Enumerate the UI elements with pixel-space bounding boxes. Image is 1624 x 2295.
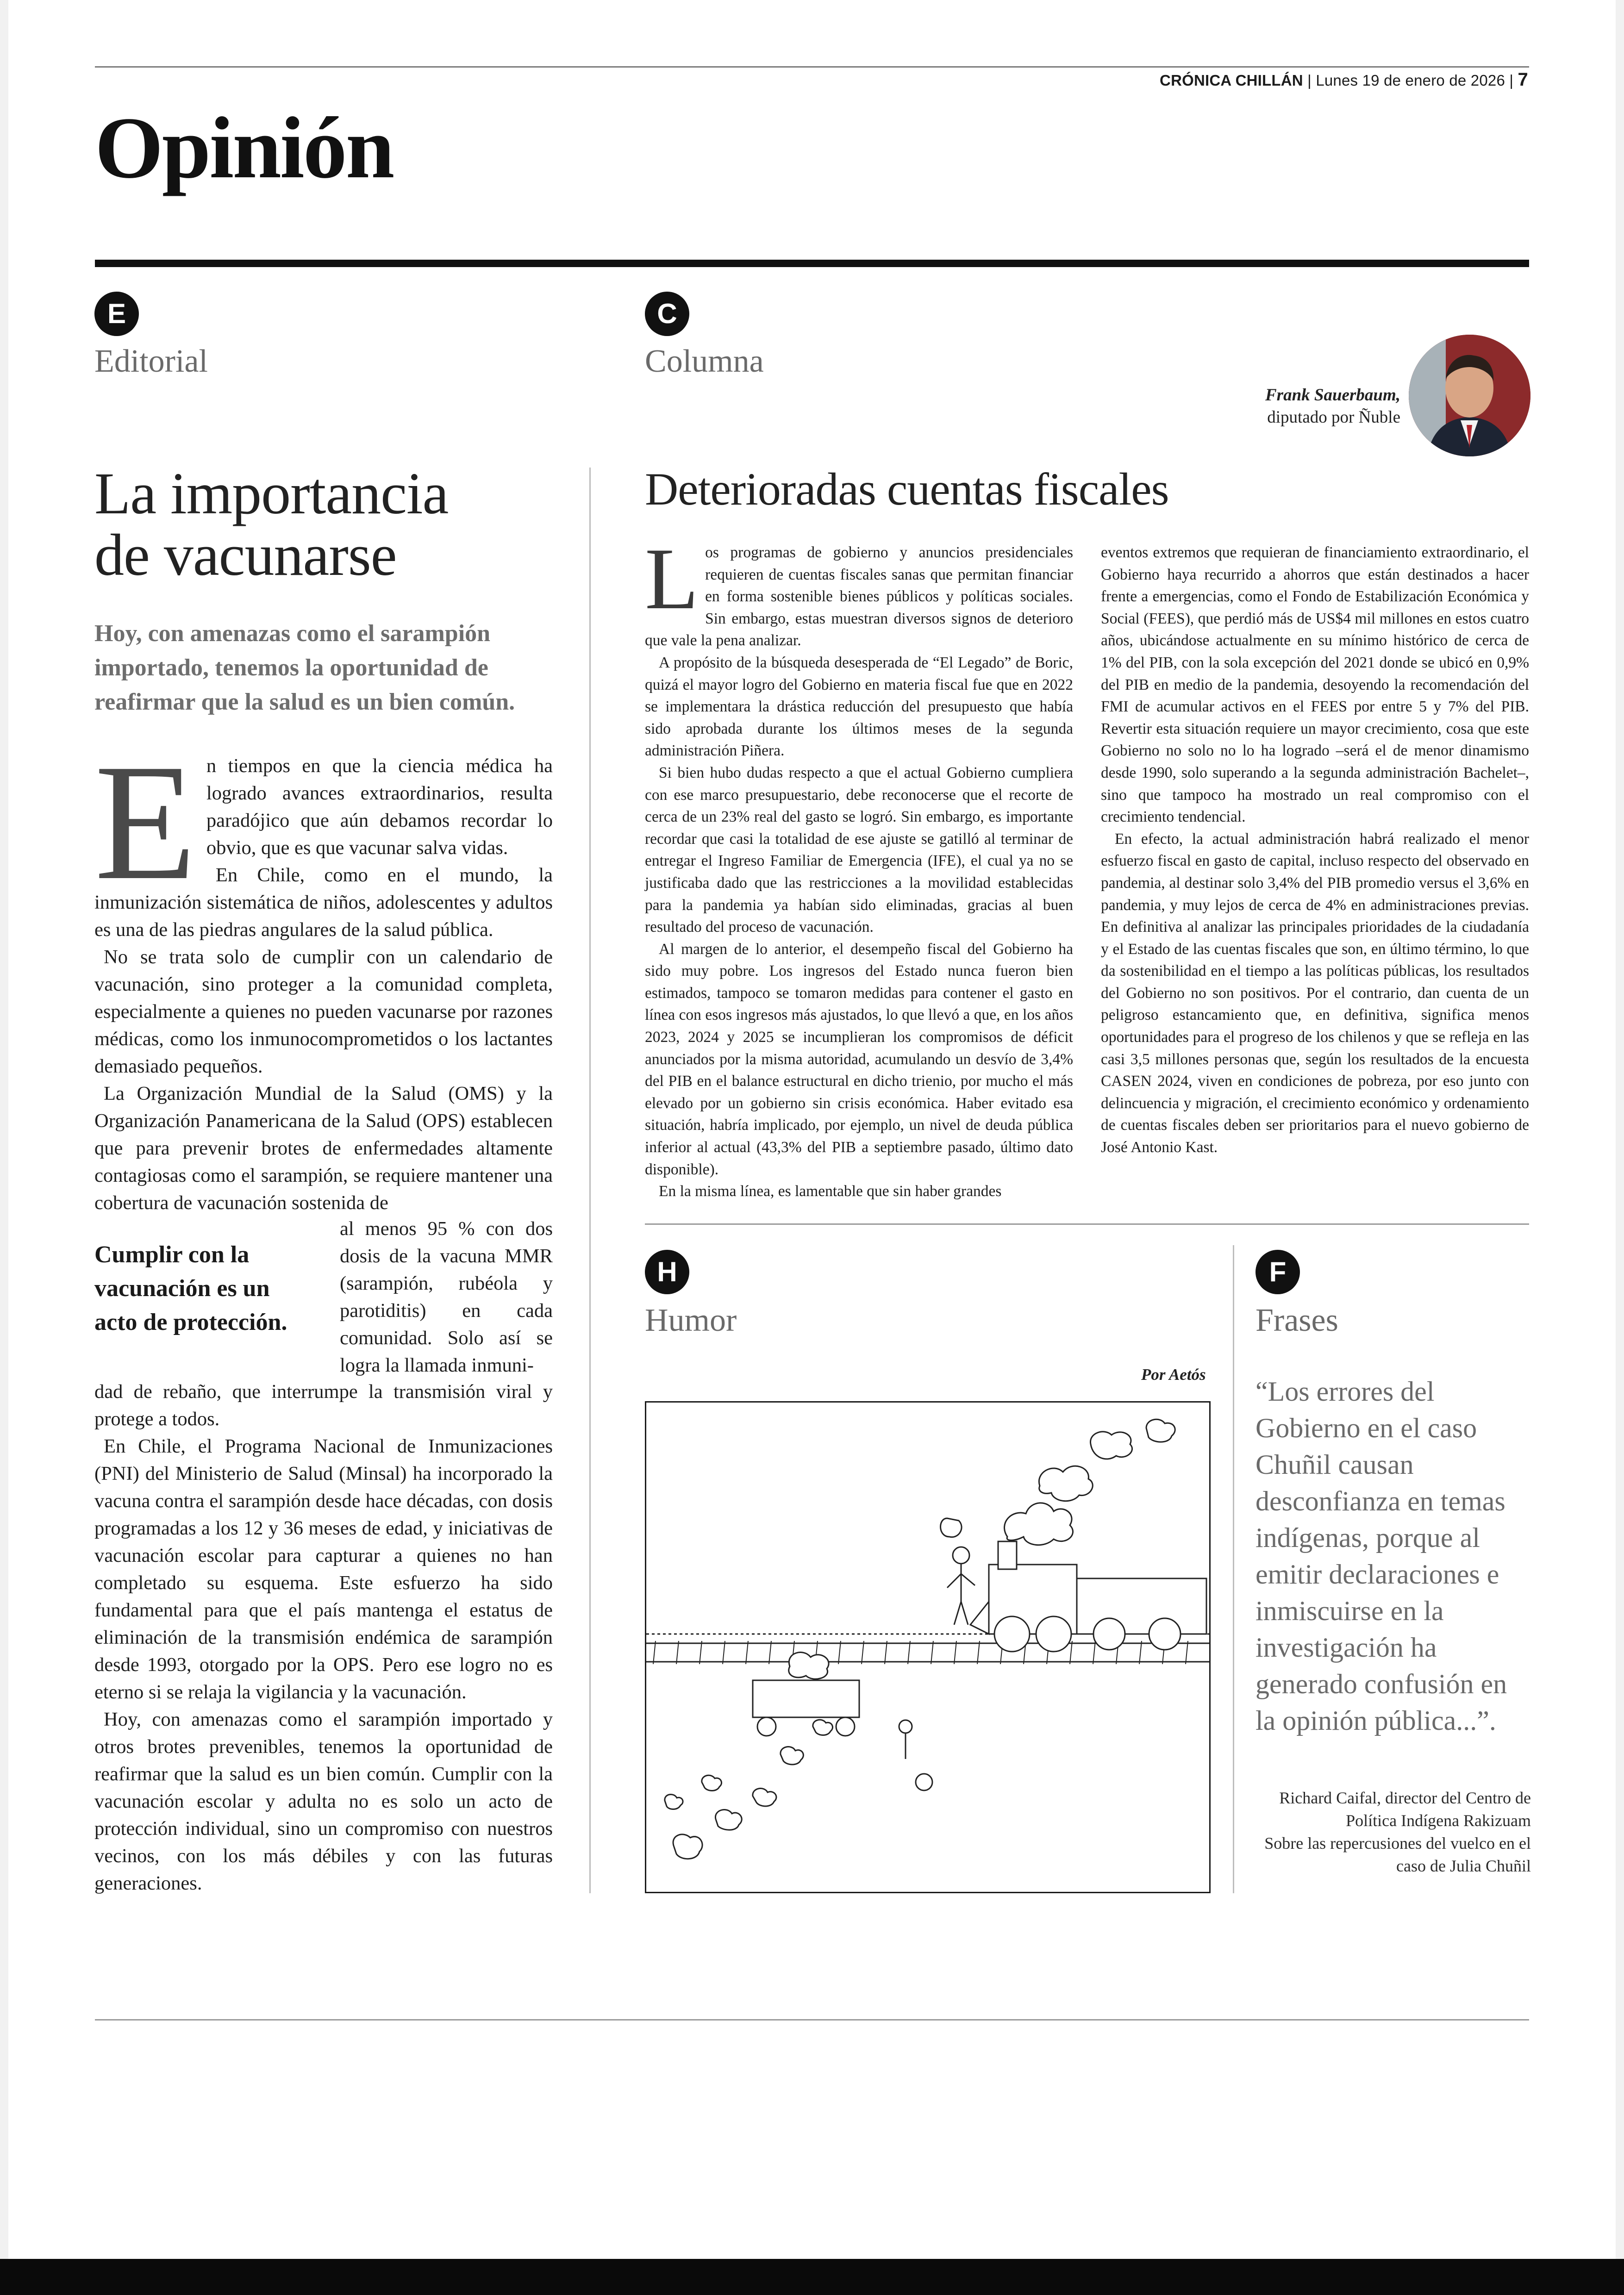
issue-date: Lunes 19 de enero de 2026 — [1316, 72, 1505, 89]
section-title: Opinión — [95, 100, 394, 197]
frases-source: Sobre las repercusiones del vuelco en el caso de Julia Chuñil — [1264, 1834, 1531, 1875]
frases-label: Frases — [1255, 1303, 1338, 1338]
column-body-col1 — [645, 530, 1073, 1203]
editorial-badge: E — [94, 292, 139, 336]
column-paragraph: eventos extremos que requieran de financiamiento extraordinario, el Gobierno haya recurrido a ahorros que están destinados a hacer frente a emergencias, como el Fondo de Estabilización Económica y Social (FEES), que perdió más de US$4 mil millones en estos cuatro años, ubicándose actualmente en su mínimo histórico de cerca de 1% del PIB, con la sola excepción del 2021 donde se ubicó en 0,9% del PIB en medio de la pandemia, desoyendo la recomendación del FMI de acumular activos en el FEES por entre 5 y 7% del PIB. Revertir esta situación requiere un mayor crecimiento, cosa que este Gobierno no solo no lo ha logrado –será el de menor dinamismo desde 1990, solo superando a la segunda administración Bachelet–, sino que tampoco ha mostrado un real compromiso con el crecimiento tendencial. — [1101, 544, 1529, 826]
column-paragraph: Al margen de lo anterior, el desempeño fiscal del Gobierno ha sido muy pobre. Los ingresos del Estado nunca fueron bien estimados, tampoco se tomaron medidas para contener el gasto en línea con esos ingresos más ajustados, lo que llevó a que, en los años 2023, 2024 y 2025 se incumplieran los compromisos de déficit anunciados por la misma autoridad, acumulando un desvío de 3,4% del PIB en el balance estructural en dicho trienio, por mucho el más elevado por un gobierno sin crisis económica. Haber evitado esa situación, habría implicado, por ejemplo, un nivel de deuda pública inferior al actual (43,3% del PIB a septiembre pasado, último dato disponible). — [645, 940, 1073, 1178]
cartoon — [645, 1401, 1211, 1893]
editorial-paragraph: n tiempos en que la ciencia médica ha logrado avances extraordinarios, resulta paradójico que aún debamos recordar lo obvio, que es que vacunar salva vidas. — [206, 755, 553, 859]
editorial-paragraph: dad de rebaño, que interrumpe la transmisión viral y protege a todos. — [94, 1381, 553, 1430]
cartoon-credit: Por Aetós — [1141, 1366, 1206, 1384]
humor-label: Humor — [645, 1303, 737, 1338]
author-role: diputado por Ñuble — [1267, 408, 1400, 427]
column-paragraph: En efecto, la actual administración habrá realizado el menor esfuerzo fiscal en gasto de capital, incluso respecto del observado en pandemia, al destinar solo 3,4% del PIB promedio versus el 3,6% en pandemia, y muy lejos de cerca de 4% en administraciones previas. En definitiva al analizar las principales prioridades de la ciudadanía y el Estado de las cuentas fiscales que son, en último término, lo que da sostenibilidad en el tiempo a las políticas públicas, los resultados del Gobierno no son positivos. Por el contrario, dan cuenta de un peligroso estancamiento que, en definitiva, significa menos oportunidades para el progreso de los chilenos y que se refleja en las casi 3,5 millones personas que, según los resultados de la encuesta CASEN 2024, viven en condiciones de pobreza, por eso junto con delincuencia y migración, el crecimiento económico y ordenamiento de cuentas fiscales deben ser prioritarios para el nuevo gobierno de José Antonio Kast. — [1101, 830, 1529, 1156]
column-badge: C — [645, 292, 689, 336]
editorial-body-bottom — [94, 1378, 553, 1897]
editorial-paragraph: Hoy, con amenazas como el sarampión importado y otros brotes prevenibles, tenemos la oportunidad de reafirmar que la salud es un bien común. Cumplir con la vacunación escolar y adulta no es solo un acto de protección individual, sino un compromiso con nuestros vecinos, con los más débiles y con las futuras generaciones. — [94, 1709, 553, 1894]
column-dropcap: L — [645, 530, 699, 628]
editorial-body-wrap — [340, 1215, 553, 1379]
author-name: Frank Sauerbaum, — [1265, 386, 1400, 405]
column-paragraph: Si bien hubo dudas respecto a que el actual Gobierno cumpliera con ese marco presupuestario, debe reconocerse que el recorte de cerca de un 23% real del gasto se logró. Sin embargo, es importante recordar que casi la totalidad de ese ajuste se gatilló al terminar de entregar el Ingreso Familiar de Emergencia (IFE), el cual ya no se justificaba dado que las restricciones a la movilidad establecidas para la pandemia ya habían sido eliminadas, gracias al buen resultado del proceso de vacunación. — [645, 764, 1073, 936]
editorial-headline-line2: de vacunarse — [94, 522, 397, 588]
frases-divider — [1233, 1245, 1234, 1893]
header-separator: | — [1307, 72, 1312, 89]
editorial-headline-line1: La importancia — [94, 461, 449, 526]
column-body-col2 — [1101, 542, 1529, 1159]
frases-quote: “Los errores del Gobierno en el caso Chuñil causan desconfianza en temas indígenas, porque al emitir declaraciones e inmiscuirse en la investigación ha generado confusión en la opinión pública...”. — [1255, 1376, 1507, 1736]
frases-badge: F — [1255, 1250, 1300, 1294]
editorial-body-top — [94, 730, 553, 1216]
bottom-bar — [0, 2259, 1624, 2295]
column-paragraph: En la misma línea, es lamentable que sin haber grandes — [659, 1183, 1002, 1200]
editorial-paragraph: No se trata solo de cumplir con un calendario de vacunación, sino proteger a la comunidad completa, especialmente a quienes no pueden vacunarse por razones médicas, como los inmunocomprometidos o los lactantes demasiado pequeños. — [94, 946, 553, 1077]
author-portrait — [1409, 335, 1530, 456]
editorial-paragraph: En Chile, como en el mundo, la inmunización sistemática de niños, adolescentes y adultos es una de las piedras angulares de la salud pública. — [94, 864, 553, 941]
humor-badge: H — [645, 1250, 689, 1294]
footer-rule — [95, 2019, 1529, 2021]
top-rule — [95, 66, 1529, 68]
column-paragraph: os programas de gobierno y anuncios presidenciales requieren de cuentas fiscales sanas que permitan financiar en forma sostenible bienes públicos y políticas sociales. Sin embargo, estas muestran diversos signos de deterioro que vale la pena analizar. — [645, 544, 1073, 649]
header-meta — [1160, 69, 1528, 90]
column-paragraph: A propósito de la búsqueda desesperada de “El Legado” de Boric, quizá el mayor logro del Gobierno en materia fiscal fue que en 2022 se implementara la drástica reducción del presupuesto que había sido aprobada durante los últimos meses de la segunda administración Piñera. — [645, 654, 1073, 760]
author-portrait-icon — [1409, 335, 1530, 456]
editorial-label: Editorial — [94, 343, 208, 379]
frases-attribution: Richard Caifal, director del Centro de Política Indígena Rakizuam — [1279, 1789, 1531, 1830]
editorial-paragraph: La Organización Mundial de la Salud (OMS) y la Organización Panamericana de la Salud (OPS) establecen que para prevenir brotes de enfermedades altamente contagiosas como el sarampión, se requiere mantener una cobertura de vacunación sostenida de — [94, 1083, 553, 1214]
page-border-right — [1616, 0, 1624, 2259]
page-number: 7 — [1518, 69, 1528, 90]
column-label: Columna — [645, 343, 764, 379]
paper-name: CRÓNICA CHILLÁN — [1160, 72, 1303, 89]
section-rule — [95, 260, 1529, 267]
column-headline: Deterioradas cuentas fiscales — [645, 463, 1169, 515]
page-border-left — [0, 0, 8, 2259]
editorial-pullquote: Cumplir con la vacunación es un acto de protección. — [94, 1241, 287, 1335]
cartoon-drawing-icon — [646, 1403, 1209, 1892]
editorial-paragraph: al menos 95 % con dos dosis de la vacuna MMR (sarampión, rubéola y parotiditis) en cada comunidad. Solo así se logra la llamada inmuni- — [340, 1218, 553, 1376]
column-bottom-rule — [645, 1223, 1529, 1225]
editorial-deck: Hoy, con amenazas como el sarampión importado, tenemos la oportunidad de reafirmar que la salud es un bien común. — [94, 620, 515, 715]
editorial-headline — [94, 463, 557, 586]
editorial-paragraph: En Chile, el Programa Nacional de Inmunizaciones (PNI) del Ministerio de Salud (Minsal) ha incorporado la vacuna contra el sarampión desde hace décadas, con dosis programadas a los 12 y 36 meses de edad, y iniciativas de vacunación escolar para capturar a quienes no han completado su esquema. Este esfuerzo ha sido fundamental para que el país mantenga el estatus de eliminación de la transmisión endémica de sarampión desde 1993, otorgado por la OPS. Pero ese logro no es eterno si se relaja la vigilancia y la vacunación. — [94, 1435, 553, 1703]
editorial-dropcap: E — [94, 730, 196, 914]
column-divider — [589, 468, 591, 1893]
header-separator: | — [1509, 72, 1514, 89]
